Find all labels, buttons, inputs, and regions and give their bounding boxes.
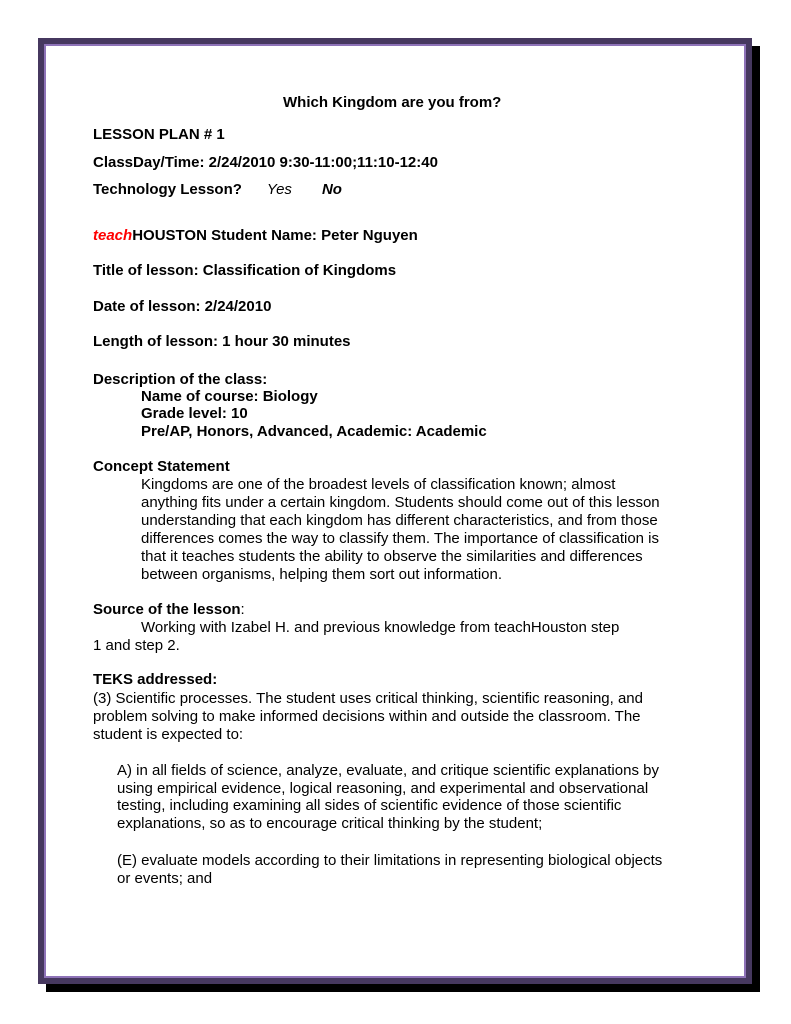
teks-a-line: A) in all fields of science, analyze, evaluate, and critique scientific explanations by — [117, 762, 659, 779]
concept-line: Kingdoms are one of the broadest levels of classification known; almost — [141, 476, 616, 493]
document-title: Which Kingdom are you from? — [283, 94, 502, 111]
source-line: 1 and step 2. — [93, 637, 180, 654]
teach-brand: teach — [93, 227, 133, 244]
lesson-length: Length of lesson: 1 hour 30 minutes — [93, 333, 351, 350]
source-line: Working with Izabel H. and previous knowledge from teachHouston step — [141, 619, 620, 636]
teks-heading: TEKS addressed: — [93, 671, 218, 688]
teks-a-line: testing, including examining all sides of scientific evidence of those scientific — [117, 797, 622, 814]
concept-line: differences comes the way to classify them. The importance of classification is — [141, 530, 660, 547]
description-heading: Description of the class: — [93, 371, 268, 388]
teks-intro-line: (3) Scientific processes. The student uses critical thinking, scientific reasoning, and — [93, 690, 643, 707]
class-day-time: ClassDay/Time: 2/24/2010 9:30-11:00;11:10-12:40 — [93, 154, 438, 171]
teks-a-line: explanations, so as to encourage critical thinking by the student; — [117, 815, 543, 832]
source-heading — [93, 601, 245, 619]
technology-lesson — [93, 181, 342, 199]
concept-heading: Concept Statement — [93, 458, 230, 475]
technology-yes: Yes — [266, 181, 292, 198]
teks-a-line: using empirical evidence, logical reasoning, and experimental and observational — [117, 780, 649, 797]
teks-e-line: or events; and — [117, 870, 213, 887]
technology-label: Technology Lesson? — [93, 181, 242, 198]
lesson-plan-number: LESSON PLAN # 1 — [93, 126, 225, 143]
lesson-date: Date of lesson: 2/24/2010 — [93, 298, 272, 315]
class-level: Pre/AP, Honors, Advanced, Academic: Academic — [141, 423, 487, 440]
technology-no: No — [321, 181, 342, 198]
concept-line: anything fits under a certain kingdom. Students should come out of this lesson — [141, 494, 660, 511]
source-heading-text: Source of the lesson — [93, 601, 241, 618]
source-colon: : — [240, 601, 245, 618]
concept-line: between organisms, helping them sort out information. — [141, 566, 503, 583]
teks-intro-line: student is expected to: — [93, 726, 244, 743]
student-name — [93, 227, 418, 245]
course-name: Name of course: Biology — [141, 388, 318, 405]
teks-intro-line: problem solving to make informed decisions within and outside the classroom. The — [93, 708, 641, 725]
concept-line: understanding that each kingdom has different characteristics, and from those — [141, 512, 658, 529]
student-name-text: HOUSTON Student Name: Peter Nguyen — [132, 227, 418, 244]
lesson-title: Title of lesson: Classification of Kingdoms — [93, 262, 397, 279]
concept-line: that it teaches students the ability to observe the similarities and differences — [141, 548, 643, 565]
teks-e-line: (E) evaluate models according to their limitations in representing biological objects — [117, 852, 663, 869]
grade-level: Grade level: 10 — [141, 405, 248, 422]
